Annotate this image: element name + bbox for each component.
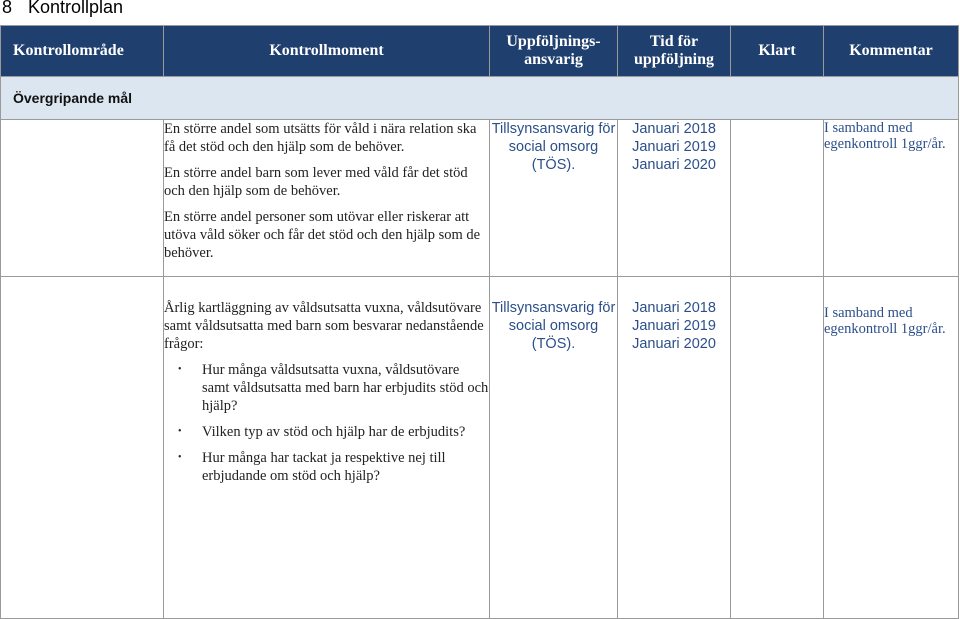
section-heading (2, 0, 123, 18)
section-number: 8 (2, 0, 13, 17)
responsible-cell: Tillsynsansvarig för social omsorg (TÖS). (490, 120, 618, 277)
header-time: Tid för uppföljning (618, 26, 731, 77)
moment-intro: Årlig kartläggning av våldsutsatta vuxna, våldsutövare samt våldsutsatta med barn som besvarar nedanstående frågor: (164, 300, 484, 352)
header-done: Klart (731, 26, 824, 77)
comment-cell: I samband med egenkontroll 1ggr/år. (824, 277, 959, 619)
question-list (164, 361, 489, 485)
time-cell (618, 120, 731, 277)
area-cell (1, 120, 164, 277)
table-row (1, 277, 959, 619)
done-cell (731, 120, 824, 277)
time-entry: Januari 2018 (632, 300, 716, 316)
list-item: • Vilken typ av stöd och hjälp har de erbjudits? (202, 423, 489, 441)
done-cell (731, 277, 824, 619)
responsible-cell: Tillsynsansvarig för social omsorg (TÖS). (490, 277, 618, 619)
moment-paragraph: En större andel som utsätts för våld i nära relation ska få det stöd och den hjälp som de behöver. (164, 121, 477, 155)
moment-cell (164, 277, 490, 619)
time-entry: Januari 2019 (632, 318, 716, 334)
comment-cell: I samband med egenkontroll 1ggr/år. (824, 120, 959, 277)
moment-cell (164, 120, 490, 277)
area-cell (1, 277, 164, 619)
header-area: Kontrollområde (1, 26, 164, 77)
time-entry: Januari 2020 (632, 336, 716, 352)
table-header-row (1, 26, 959, 77)
control-plan-table (0, 25, 959, 619)
section-title: Kontrollplan (28, 0, 124, 17)
time-entry: Januari 2018 (632, 121, 716, 137)
header-moment: Kontrollmoment (164, 26, 490, 77)
goal-label: Övergripande mål (1, 77, 959, 120)
list-item: • Hur många har tackat ja respektive nej till erbjudande om stöd och hjälp? (202, 449, 489, 485)
header-responsible: Uppföljnings- ansvarig (490, 26, 618, 77)
moment-paragraph: En större andel barn som lever med våld får det stöd och den hjälp som de behöver. (164, 165, 468, 199)
time-entry: Januari 2019 (632, 139, 716, 155)
table-row (1, 120, 959, 277)
time-cell (618, 277, 731, 619)
time-entry: Januari 2020 (632, 157, 716, 173)
list-item: • Hur många våldsutsatta vuxna, våldsutövare samt våldsutsatta med barn har erbjudits stöd och hjälp? (202, 361, 489, 415)
moment-paragraph: En större andel personer som utövar eller riskerar att utöva våld söker och får det stöd och den hjälp som de behöver. (164, 209, 481, 261)
goal-row (1, 77, 959, 120)
header-comment: Kommentar (824, 26, 959, 77)
